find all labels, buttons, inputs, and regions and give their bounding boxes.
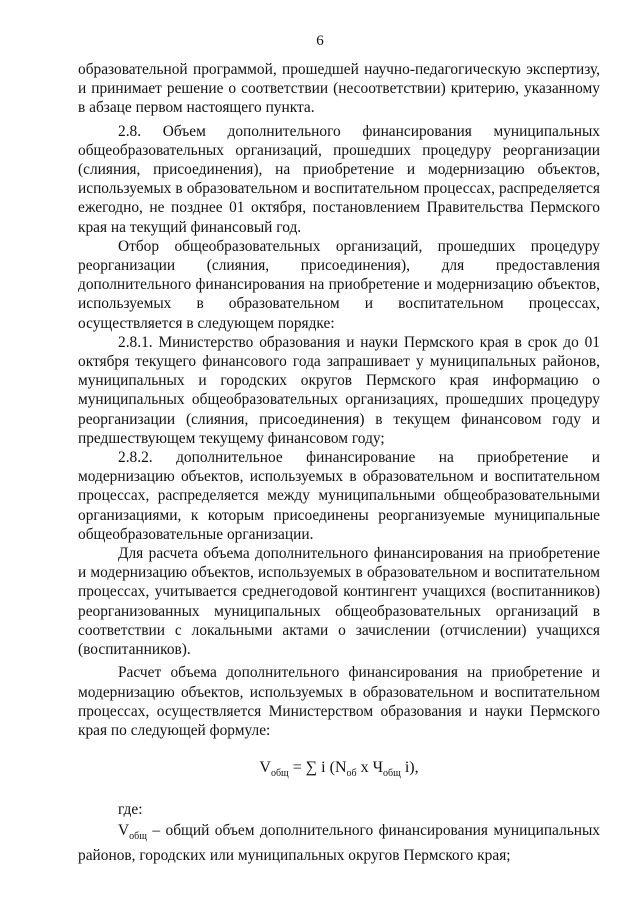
formula	[78, 758, 600, 783]
where-label: где:	[118, 800, 143, 818]
paragraph-selection-order: Отбор общеобразовательных организаций, прошедших процедуру реорганизации (слияния, присоединения), для предоставления дополнительного финансирования на приобретение и модернизацию объектов, используемых в образовательном и воспитательном процессах, осуществляется в следующем порядке:	[78, 237, 600, 332]
paragraph-2-8: 2.8. Объем дополнительного финансирования муниципальных общеобразовательных организаций, прошедших процедуру реорганизации (слияния, присоединения), на приобретение и модернизацию объектов, используемых в образовательном и воспитательном процессах, распределяется ежегодно, не позднее 01 октября, постановлением Правительства Пермского края на текущий финансовый год.	[78, 122, 600, 236]
definition-text: – общий объем дополнительного финансирования муниципальных районов, городских или муниципальных округов Пермского края;	[78, 821, 600, 864]
formula-n-subscript: об	[346, 768, 357, 780]
paragraph-2-8-2: 2.8.2. дополнительное финансирование на приобретение и модернизацию объектов, используемых в образовательном и воспитательном процессах, распределяется между муниципальными общеобразовательными организациями, к которым присоединены реорганизуемые муниципальные общеобразовательные организации.	[78, 449, 600, 543]
formula-tail: i),	[400, 759, 419, 777]
page-number: 6	[316, 33, 324, 49]
formula-sum: = ∑ i (N	[288, 759, 347, 777]
formula-v-subscript: общ	[270, 768, 289, 780]
paragraph-2-8-1: 2.8.1. Министерство образования и науки Пермского края в срок до 01 октября текущего финансового года запрашивает у муниципальных районов, муниципальных и городских округов Пермского края информацию о муниципальных общеобразовательных организациях, прошедших процедуру реорганизации (слияния, присоединения) в текущем финансовом году и предшествующем текущему финансовом году;	[78, 333, 600, 447]
paragraph-calculation: Расчет объема дополнительного финансирования на приобретение и модернизацию объектов, используемых в образовательном и воспитательном процессах, осуществляется Министерством образования и науки Пермского края по следующей формуле:	[78, 664, 600, 739]
definition-v-total	[78, 821, 600, 865]
definition-v: V	[118, 821, 130, 839]
formula-ch-subscript: общ	[383, 768, 401, 780]
paragraph-contingent: Для расчета объема дополнительного финансирования на приобретение и модернизацию объектов, используемых в образовательном и воспитательном процессах, учитывается среднегодовой контингент учащихся (воспитанников) реорганизованных муниципальных общеобразовательных организаций в соответствии с локальными актами о зачислении (отчислении) учащихся (воспитанников).	[78, 545, 600, 659]
paragraph-continuation: образовательной программой, прошедшей научно-педагогическую экспертизу, и принимает решение о соответствии (несоответствии) критерию, указанному в абзаце первом настоящего пункта.	[78, 61, 600, 117]
definition-v-subscript: общ	[129, 830, 147, 842]
formula-v: V	[259, 759, 271, 777]
formula-multiply: х Ч	[356, 759, 384, 777]
document-body	[78, 60, 600, 865]
